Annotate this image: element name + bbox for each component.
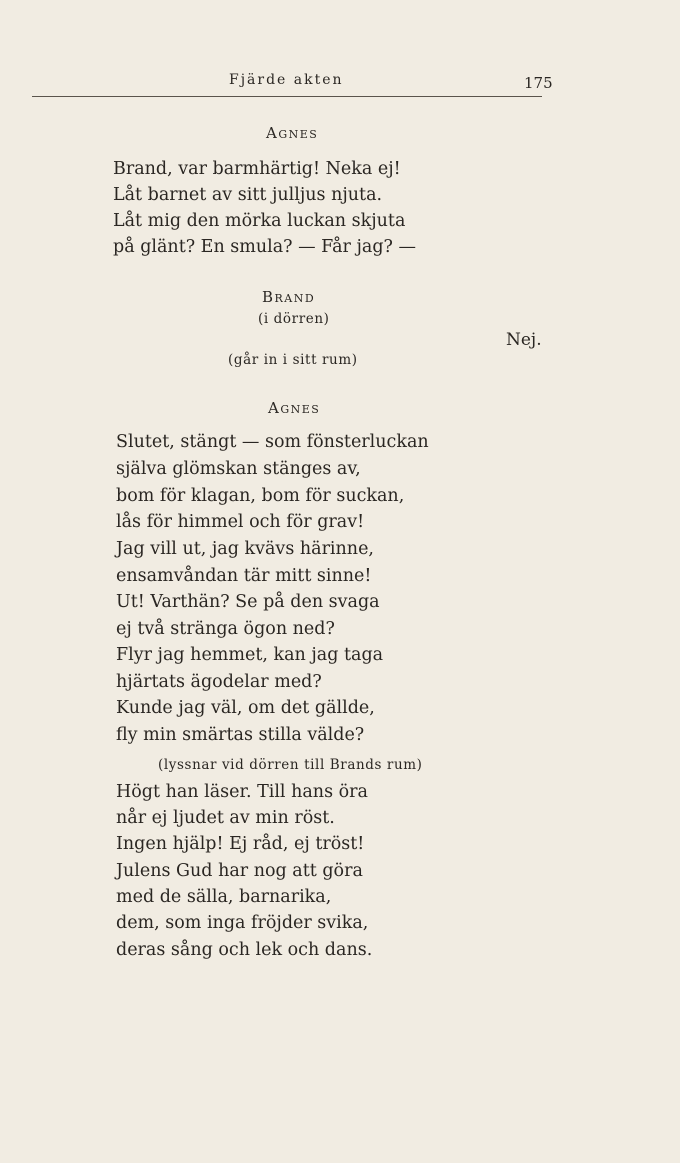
verse-line: Kunde jag väl, om det gällde,: [116, 698, 375, 718]
verse-line: bom för klagan, bom för suckan,: [116, 486, 405, 506]
verse-line: Ut! Varthän? Se på den svaga: [116, 592, 380, 612]
speaker-name: Agnes: [268, 399, 321, 417]
verse-line: fly min smärtas stilla välde?: [116, 725, 365, 745]
verse-line: ensamvåndan tär mitt sinne!: [116, 566, 372, 586]
running-title: Fjärde akten: [229, 72, 344, 88]
stage-direction: (går in i sitt rum): [228, 352, 358, 368]
reply-line: Nej.: [506, 330, 542, 350]
stage-direction: (i dörren): [258, 311, 330, 327]
verse-line: Låt barnet av sitt julljus njuta.: [113, 185, 383, 205]
verse-line: dem, som inga fröjder svika,: [116, 913, 369, 933]
verse-line: Flyr jag hemmet, kan jag taga: [116, 645, 384, 665]
speaker-name: Brand: [262, 288, 316, 306]
page-number: 175: [524, 74, 553, 92]
verse-line: Högt han läser. Till hans öra: [116, 782, 368, 802]
verse-line: Brand, var barmhärtig! Neka ej!: [113, 159, 401, 179]
verse-line: lås för himmel och för grav!: [116, 512, 365, 532]
verse-line: Slutet, stängt — som fönsterluckan: [116, 432, 429, 452]
verse-line: själva glömskan stänges av,: [116, 459, 361, 479]
verse-line: ej två stränga ögon ned?: [116, 619, 335, 639]
header-rule: [32, 96, 542, 97]
speaker-name: Agnes: [266, 124, 319, 142]
verse-line: Låt mig den mörka luckan skjuta: [113, 211, 406, 231]
verse-line: når ej ljudet av min röst.: [116, 808, 335, 828]
verse-line: hjärtats ägodelar med?: [116, 672, 322, 692]
verse-line: deras sång och lek och dans.: [116, 940, 373, 960]
verse-line: Jag vill ut, jag kvävs härinne,: [116, 539, 374, 559]
verse-line: Julens Gud har nog att göra: [116, 861, 363, 881]
verse-line: på glänt? En smula? — Får jag? —: [113, 237, 416, 257]
verse-line: Ingen hjälp! Ej råd, ej tröst!: [116, 834, 365, 854]
stage-direction: (lyssnar vid dörren till Brands rum): [158, 757, 423, 773]
verse-line: med de sälla, barnarika,: [116, 887, 332, 907]
